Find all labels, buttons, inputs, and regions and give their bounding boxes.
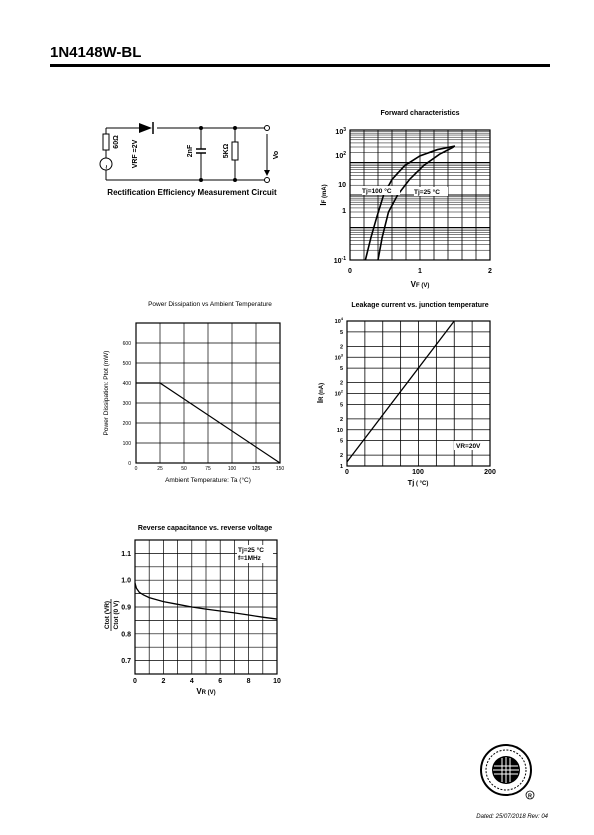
leakage-ytick-0: 1 <box>339 464 343 470</box>
power-ytick-6: 600 <box>122 341 131 347</box>
load-resistor <box>232 142 238 160</box>
capacitance-ytick-0: 0.7 <box>121 658 131 666</box>
forward-xlabel: VF (V) <box>410 280 430 289</box>
leakage-ytick-6: $10^2$ <box>334 388 343 398</box>
capacitance-ytick-1: 0.8 <box>121 631 131 639</box>
source-resistor <box>103 134 109 150</box>
leakage-ytick-9: $10^3$ <box>334 352 343 362</box>
leakage-ytick-11: 5 <box>339 329 343 336</box>
revision-date: Dated: 25/07/2018 Rev: 04 <box>476 814 548 820</box>
power-xtick-5: 125 <box>251 466 261 472</box>
output-terminal-top <box>265 126 270 131</box>
leakage-ytick-5: 5 <box>339 402 343 409</box>
leakage-ytick-4: 2 <box>339 416 343 423</box>
capacitance-xtick-0: 0 <box>133 678 137 685</box>
power-xtick-0: 0 <box>134 466 138 472</box>
output-arrow <box>264 170 270 176</box>
vrf-label: VRF =2V <box>132 139 139 169</box>
power-chart <box>100 318 290 488</box>
circuit-caption: Rectification Efficiency Measurement Circuit <box>107 188 277 197</box>
capacitance-annot-1: Tj=25 °C <box>238 547 264 554</box>
measurement-circuit <box>95 118 285 188</box>
capacitance-annot-2: f=1MHz <box>238 555 261 562</box>
leakage-ytick-2: 5 <box>339 438 343 445</box>
power-ytick-5: 500 <box>122 361 131 367</box>
output-terminal-bottom <box>265 178 270 183</box>
leakage-xlabel: Tj ( °C) <box>407 478 429 487</box>
forward-series-0 <box>365 146 455 260</box>
forward-ylabel: IF (mA) <box>319 184 328 206</box>
power-xtick-2: 50 <box>181 466 187 472</box>
power-title: Power Dissipation vs Ambient Temperature <box>148 301 272 308</box>
leakage-ytick-7: 2 <box>339 380 343 387</box>
power-ytick-0: 0 <box>128 461 131 467</box>
forward-xtick-0: 0 <box>348 268 352 275</box>
power-ytick-3: 300 <box>122 401 131 407</box>
rsource-label: 60Ω <box>113 135 120 149</box>
certification-logo <box>478 742 542 806</box>
forward-xtick-2: 2 <box>488 268 492 275</box>
leakage-title: Leakage current vs. junction temperature <box>351 302 489 309</box>
capacitance-xtick-4: 8 <box>246 678 251 685</box>
leakage-xtick-0: 0 <box>345 469 349 476</box>
leakage-ytick-12: $10^4$ <box>334 316 343 325</box>
capacitance-xlabel: VR (V) <box>196 687 216 696</box>
leakage-chart <box>300 316 510 491</box>
power-ytick-1: 100 <box>122 441 131 447</box>
capacitance-title: Reverse capacitance vs. reverse voltage <box>137 525 273 532</box>
capacitance-chart <box>95 535 295 700</box>
leakage-xtick-2: 200 <box>484 469 496 476</box>
source-label: ~ <box>104 164 111 170</box>
capacitance-ytick-3: 1.0 <box>121 577 131 585</box>
capacitance-ylabel-top: Ctot (VR) <box>104 600 111 630</box>
leakage-ytick-8: 5 <box>339 366 343 373</box>
forward-ytick-1: 1 <box>342 208 346 215</box>
forward-ytick-0: $10^{-1}$ <box>333 256 346 265</box>
forward-ytick-4: $10^3$ <box>335 127 346 136</box>
capacitance-xtick-1: 2 <box>161 678 166 685</box>
capacitance-xtick-3: 6 <box>218 678 223 685</box>
cap-label: 2nF <box>187 144 194 158</box>
forward-chart <box>300 118 510 298</box>
forward-title: Forward characteristics <box>380 110 460 117</box>
power-ytick-2: 200 <box>122 421 131 427</box>
forward-annot-25: Tj=25 °C <box>414 189 440 196</box>
header-rule <box>50 64 550 67</box>
capacitance-ytick-2: 0.9 <box>121 604 131 612</box>
leakage-annot: VR=20V <box>456 443 481 450</box>
capacitance-xtick-5: 10 <box>273 678 281 685</box>
leakage-ylabel: IR (nA) <box>316 382 325 404</box>
capacitance-ytick-4: 1.1 <box>121 550 131 558</box>
rload-label: 5KΩ <box>223 143 230 159</box>
diode-symbol <box>139 123 152 133</box>
leakage-ytick-1: 2 <box>339 453 343 460</box>
power-ylabel: Power Dissipation: Ptot (mW) <box>103 350 110 436</box>
power-grid <box>136 323 280 463</box>
forward-annot-100: Tj=100 °C <box>362 188 392 195</box>
leakage-xtick-1: 100 <box>412 469 424 476</box>
power-xtick-4: 100 <box>227 466 237 472</box>
vo-label: Vo <box>273 150 280 160</box>
power-xtick-3: 75 <box>205 466 211 472</box>
power-ytick-4: 400 <box>122 381 131 387</box>
leakage-ytick-3: 10 <box>336 427 343 434</box>
part-number: 1N4148W-BL <box>50 44 142 61</box>
leakage-ytick-10: 2 <box>339 344 343 351</box>
forward-ytick-3: $10^2$ <box>335 151 346 160</box>
forward-xtick-1: 1 <box>418 268 422 275</box>
capacitance-ylabel-bottom: Ctot (0 V) <box>113 600 120 630</box>
forward-ytick-2: 10 <box>338 182 346 189</box>
capacitance-xtick-2: 4 <box>189 678 194 685</box>
power-xtick-1: 25 <box>157 466 163 472</box>
power-xlabel: Ambient Temperature: Ta (°C) <box>165 477 251 484</box>
power-xtick-6: 150 <box>275 466 285 472</box>
svg-text:R: R <box>528 793 532 800</box>
